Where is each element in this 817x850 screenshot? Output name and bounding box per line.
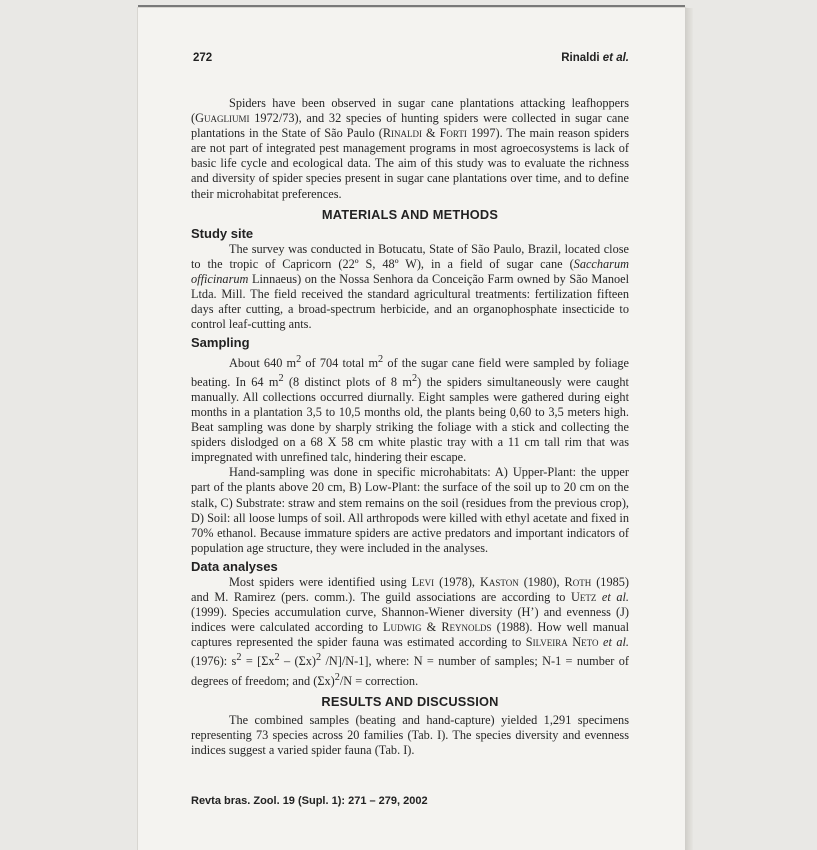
study-site-paragraph: The survey was conducted in Botucatu, State of São Paulo, Brazil, located close to the tropic of Capricorn (22º S, 48º W), in a field of sugar cane (Saccharum officinarum Linnaeus) on the Nossa Senhora da Conceição Farm owned by São Manoel Ltda. Mill. The field received the standard agricultural treatments: fertilization fifteen days after cutting, a broad-spectrum herbicide, and an organophosphate insecticide to control leaf-cutting ants. [191,241,629,332]
running-header [193,52,629,70]
body-text [191,96,629,758]
section-heading-methods: MATERIALS AND METHODS [321,206,499,222]
section-heading-results: RESULTS AND DISCUSSION [321,693,499,709]
intro-paragraph: Spiders have been observed in sugar cane plantations attacking leafhoppers (Guagliumi 1972/73), and 32 species of hunting spiders were collected in sugar cane plantations in the State of São Paulo (Rinaldi & Forti 1997). The main reason spiders are not part of integrated pest management programs in most agroecosystems is lack of basic life cycle and ecological data. The aim of this study was to evaluate the richness and diversity of spider species present in sugar cane plantations over time, and to define their microhabitat preferences. [191,96,629,201]
running-author: Rinaldi et al. [561,52,629,64]
sampling-paragraph-1: About 640 $m^2$ of 704 total $m^2$ of the sugar cane field were sampled by foliage beating. In 64 $m^2$ (8 distinct plots of 8 $m^2$) the spiders simultaneously were caught manually. All collections occurred diurnally. Eight samples were gathered during eight months in a plantation 3,5 to 10,5 months old, the plants being 0,60 to 3,5 meters high. Beat sampling was done by sharply striking the foliage with a stick and collecting the spiders dislodged on a 68 X 58 cm white plastic tray with a 11 cm tall rim that was impregnated with unrefined talc, hindering their escape. [191,353,629,465]
data-analyses-paragraph: Most spiders were identified using Levi (1978), Kaston (1980), Roth (1985) and M. Ramirez (pers. comm.). The guild associations are according to Uetz et al. (1999). Species accumulation curve, Shannon-Wiener diversity (H’) and evenness (J) indices were calculated according to Ludwig & Reynolds (1988). How well manual captures represented the spider fauna was estimated according to Silveira Neto et al. (1976): $s^2 = [\Sigma x^2 - (\Sigma x)^2$ /N]/N-1], where: N = number of samples; N-1 = number of degrees of freedom; and $(\Sigma x)^2/N$ = correction. [191,575,630,688]
subheading-sampling: Sampling [191,335,250,351]
sampling-paragraph-2: Hand-sampling was done in specific microhabitats: A) Upper-Plant: the upper part of the plants above 20 cm, B) Low-Plant: the surface of the soil up to 20 cm on the stalk, C) Substrate: straw and stem remains on the soil (residues from the previous crop), D) Soil: all loose lumps of soil. All arthropods were killed with ethyl acetate and fixed in 70% ethanol. Because immature spiders are active predators and important indicators of population age structure, they were included in the analyses. [191,465,629,555]
subheading-data-analyses: Data analyses [191,558,278,574]
subheading-study-site: Study site [191,225,254,241]
journal-citation-footer: Revta bras. Zool. 19 (Supl. 1): 271 – 279, 2002 [191,795,428,807]
page-edge-shadow [685,8,693,850]
page-number: 272 [193,52,213,64]
results-paragraph: The combined samples (beating and hand-capture) yielded 1,291 specimens representing 73 species across 20 families (Tab. I). The species diversity and evenness indices suggest a varied spider fauna (Tab. I). [191,712,629,758]
